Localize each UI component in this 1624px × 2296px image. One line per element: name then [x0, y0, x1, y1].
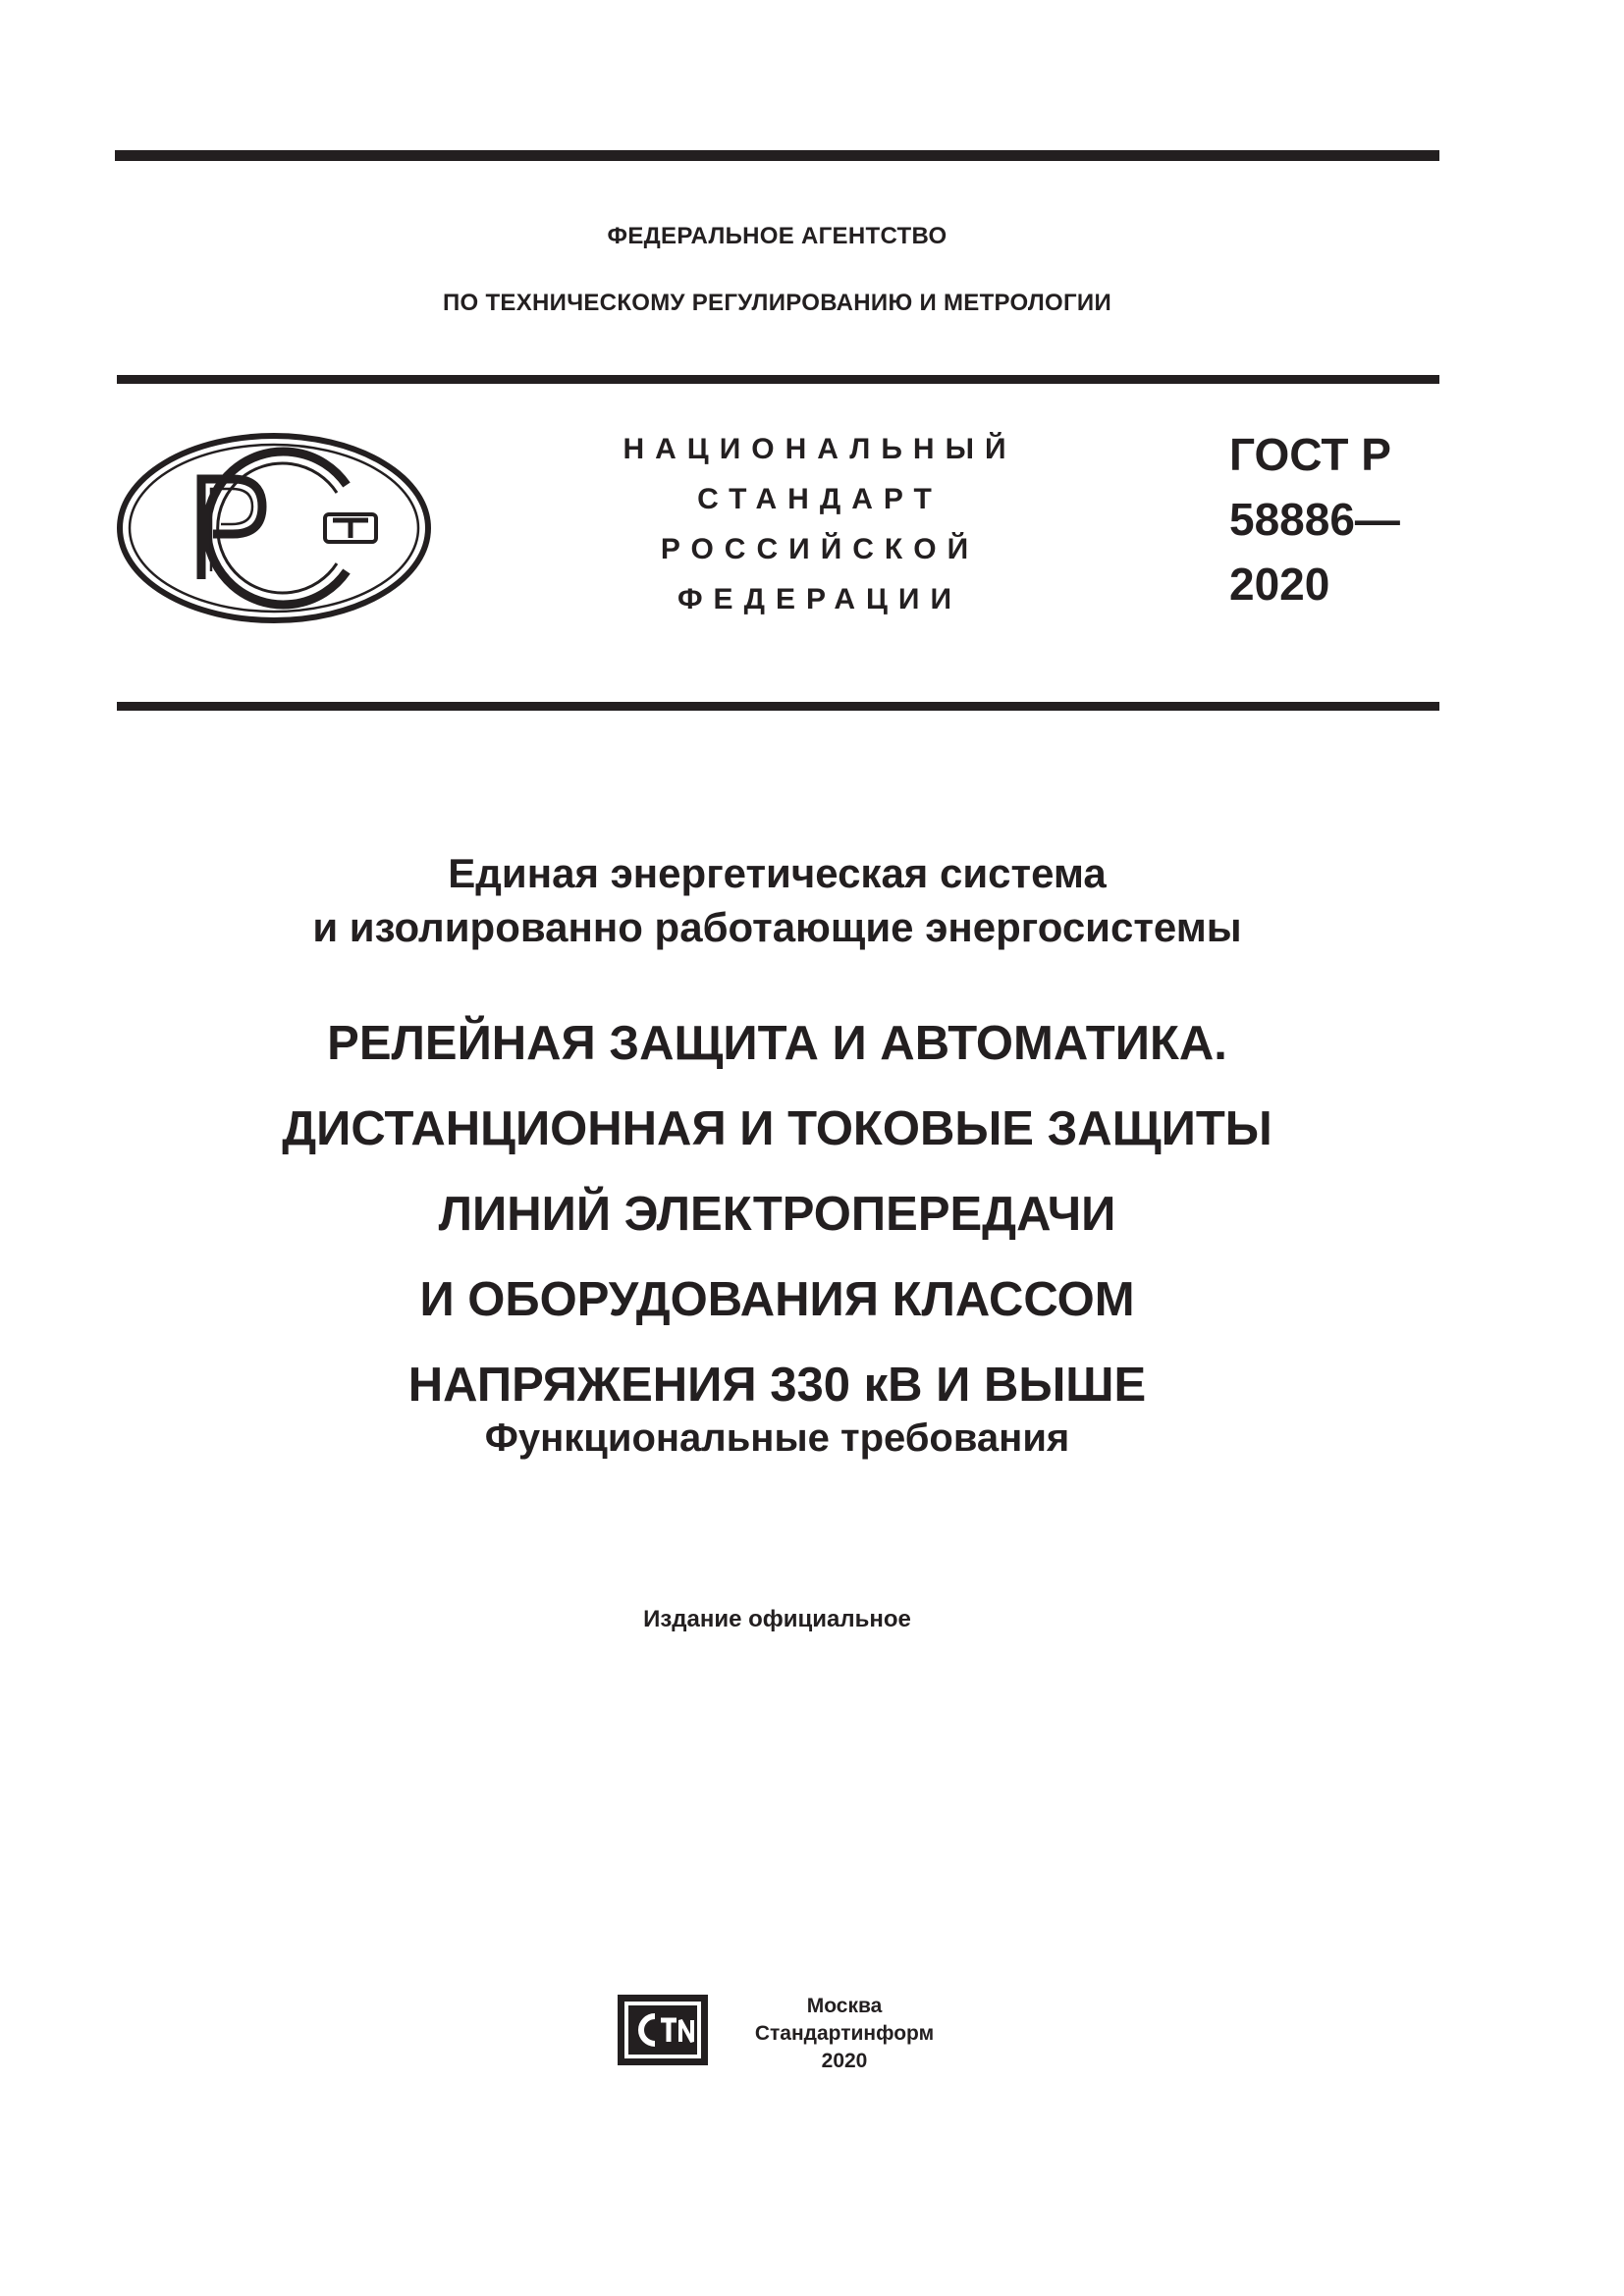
main-title — [115, 1001, 1439, 1428]
agency-line-2: ПО ТЕХНИЧЕСКОМУ РЕГУЛИРОВАНИЮ И МЕТРОЛОГИИ — [442, 290, 1112, 316]
publisher-year: 2020 — [821, 2050, 868, 2072]
standard-designation — [1229, 422, 1437, 616]
publisher-city: Москва — [806, 1995, 883, 2017]
national-line-3: РОССИЙСКОЙ — [660, 533, 980, 565]
subtitle: Функциональные требования — [484, 1416, 1070, 1460]
standartinform-logo-icon — [616, 1993, 710, 2067]
system-title-line-1: Единая энергетическая система — [448, 850, 1107, 896]
main-title-line-1: РЕЛЕЙНАЯ ЗАЩИТА И АВТОМАТИКА. — [327, 1017, 1227, 1070]
designation-line-1: ГОСТ Р — [1229, 429, 1391, 480]
publisher-name: Стандартинформ — [754, 2022, 935, 2045]
edition-label: Издание официальное — [643, 1606, 911, 1632]
main-title-line-3: ЛИНИЙ ЭЛЕКТРОПЕРЕДАЧИ — [438, 1188, 1116, 1241]
main-title-line-5: НАПРЯЖЕНИЯ 330 кВ И ВЫШЕ — [407, 1359, 1147, 1412]
national-line-1: НАЦИОНАЛЬНЫЙ — [623, 433, 1017, 465]
national-line-2: СТАНДАРТ — [697, 483, 943, 515]
header-rule — [117, 375, 1439, 384]
national-standard-label — [589, 424, 1051, 624]
national-line-4: ФЕДЕРАЦИИ — [677, 583, 963, 615]
system-title-line-2: и изолированно работающие энергосистемы — [312, 904, 1242, 950]
main-title-line-2: ДИСТАНЦИОННАЯ И ТОКОВЫЕ ЗАЩИТЫ — [282, 1102, 1272, 1155]
agency-line-1: ФЕДЕРАЛЬНОЕ АГЕНТСТВО — [607, 223, 947, 249]
main-title-line-4: И ОБОРУДОВАНИЯ КЛАССОМ — [419, 1273, 1135, 1326]
rst-logo-icon — [115, 430, 434, 626]
standard-rule — [117, 702, 1439, 711]
designation-line-2: 58886— — [1229, 494, 1400, 545]
designation-line-3: 2020 — [1229, 559, 1330, 610]
top-rule — [115, 150, 1439, 161]
system-title — [115, 846, 1439, 954]
publisher-info — [722, 1993, 967, 2075]
